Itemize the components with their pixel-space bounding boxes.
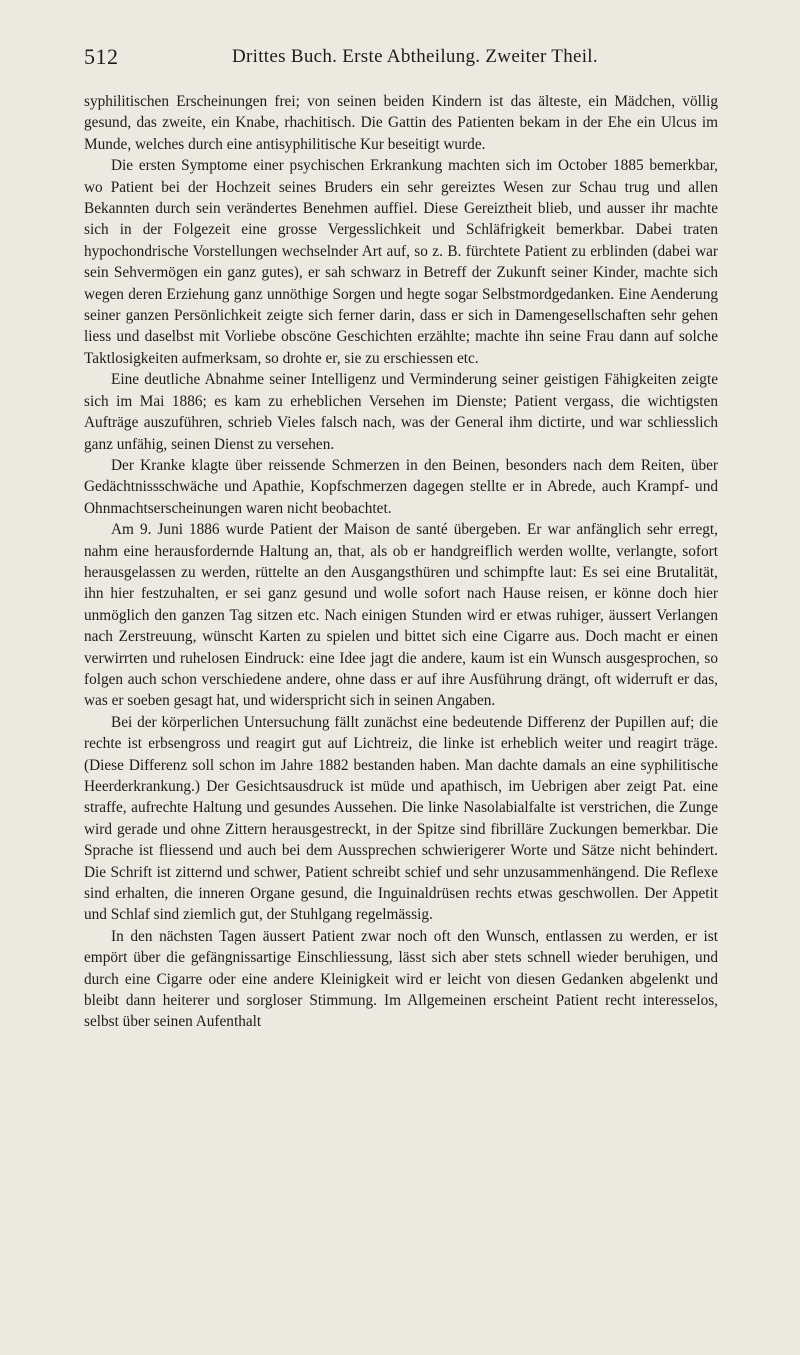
page-header — [84, 44, 718, 74]
paragraph: Eine deutliche Abnahme seiner Intelligenz und Verminderung seiner geistigen Fähigkeiten zeigte sich im Mai 1886; es kam zu erheblichen Versehen im Dienste; Patient vergass, die wichtigsten Aufträge auszuführen, schrieb Vieles falsch nach, was der General ihm dictirte, und war schliesslich ganz unfähig, seinen Dienst zu versehen. — [84, 371, 718, 453]
paragraph: syphilitischen Erscheinungen frei; von seinen beiden Kindern ist das älteste, ein Mädchen, völlig gesund, das zweite, ein Knabe, rhachitisch. Die Gattin des Patienten bekam in der Ehe ein Ulcus im Munde, welches durch eine antisyphilitische Kur beseitigt wurde. — [84, 93, 718, 153]
paragraph: Der Kranke klagte über reissende Schmerzen in den Beinen, besonders nach dem Reiten, über Gedächtnissschwäche und Apathie, Kopfschmerzen dagegen stellte er in Abrede, auch Krampf- und Ohnmachtserscheinungen waren nicht beobachtet. — [84, 456, 718, 517]
paragraph: Bei der körperlichen Untersuchung fällt zunächst eine bedeutende Differenz der Pupillen auf; die rechte ist erbsengross und reagirt gut auf Lichtreiz, die linke ist erheblich weiter und reagirt träge. (Diese Differenz soll schon im Jahre 1882 bestanden haben. Man dachte damals an eine syphilitische Heerderkrankung.) Der Gesichtsausdruck ist müde und apathisch, im Uebrigen aber zeigt Pat. eine straffe, aufrechte Haltung und gesundes Aussehen. Die linke Nasolabialfalte ist verstrichen, die Zunge wird gerade und ohne Zittern herausgestreckt, in der Spitze sind fibrilläre Zuckungen bemerkbar. Die Sprache ist fliessend und auch bei dem Aussprechen schwierigerer Worte und Sätze nicht behindert. Die Schrift ist zitternd und schwer, Patient schreibt schief und sehr unzusammenhängend. Die Reflexe sind erhalten, die inneren Organe gesund, die Inguinaldrüsen rechts etwas geschwollen. Der Appetit und Schlaf sind ziemlich gut, der Stuhlgang regelmässig. — [84, 713, 718, 924]
paragraph: Am 9. Juni 1886 wurde Patient der Maison de santé übergeben. Er war anfänglich sehr erregt, nahm eine herausfordernde Haltung an, that, als ob er handgreiflich werden wollte, verlangte, sofort herausgelassen zu werden, rüttelte an den Ausgangsthüren und schimpfte laut: Es sei eine Brutalität, ihn hier festzuhalten, er sei ganz gesund und wolle sofort nach Hause reisen, er könne doch hier unmöglich den ganzen Tag sitzen etc. Nach einigen Stunden wird er etwas ruhiger, äussert Verlangen nach Zerstreuung, wünscht Karten zu spielen und bittet sich eine Cigarre aus. Doch macht er einen verwirrten und ruhelosen Eindruck: eine Idee jagt die andere, kaum ist ein Wunsch ausgesprochen, so folgen auch schon verschiedene andere, ohne dass er auf ihre Ausführung drängt, oft widerruft er das, was er soeben gesagt hat, und widerspricht sich in seinen Angaben. — [84, 521, 718, 710]
page-number: 512 — [84, 44, 119, 69]
paragraph: In den nächsten Tagen äussert Patient zwar noch oft den Wunsch, entlassen zu werden, er ist empört über die gefängnissartige Einschliessung, lässt sich aber stets schnell wieder beruhigen, und durch eine Cigarre oder eine andere Kleinigkeit wird er leicht von diesen Gedanken abgelenkt und bleibt dann heiterer und sorgloser Stimmung. Im Allgemeinen erscheint Patient recht interesselos, selbst über seinen Aufenthalt — [84, 927, 718, 1031]
running-head: Drittes Buch. Erste Abtheilung. Zweiter Theil. — [232, 46, 598, 67]
paragraph: Die ersten Symptome einer psychischen Erkrankung machten sich im October 1885 bemerkbar, wo Patient bei der Hochzeit seines Bruders ein sehr gereiztes Wesen zur Schau trug und allen Bekannten durch sein verändertes Benehmen auffiel. Diese Gereiztheit blieb, und ausser ihr machte sich in der Folgezeit eine grosse Vergesslichkeit und Schläfrigkeit bemerkbar. Dabei traten hypochondrische Vorstellungen wechselnder Art auf, so z. B. fürchtete Patient zu erblinden (dabei war sein Sehvermögen ein ganz gutes), er sah schwarz in Betreff der Zukunft seiner Kinder, machte sich wegen deren Erziehung ganz unnöthige Sorgen und hegte sogar Selbstmordgedanken. Eine Aenderung seiner ganzen Persönlichkeit zeigte sich ferner darin, dass er sich in Damengesellschaften sehr gehen liess und daselbst mit Vorliebe obscöne Geschichten erzählte; machte ihn seine Frau dann auf solche Taktlosigkeiten aufmerksam, so drohte er, sie zu erschiessen etc. — [84, 157, 718, 367]
body-text — [84, 91, 718, 1033]
